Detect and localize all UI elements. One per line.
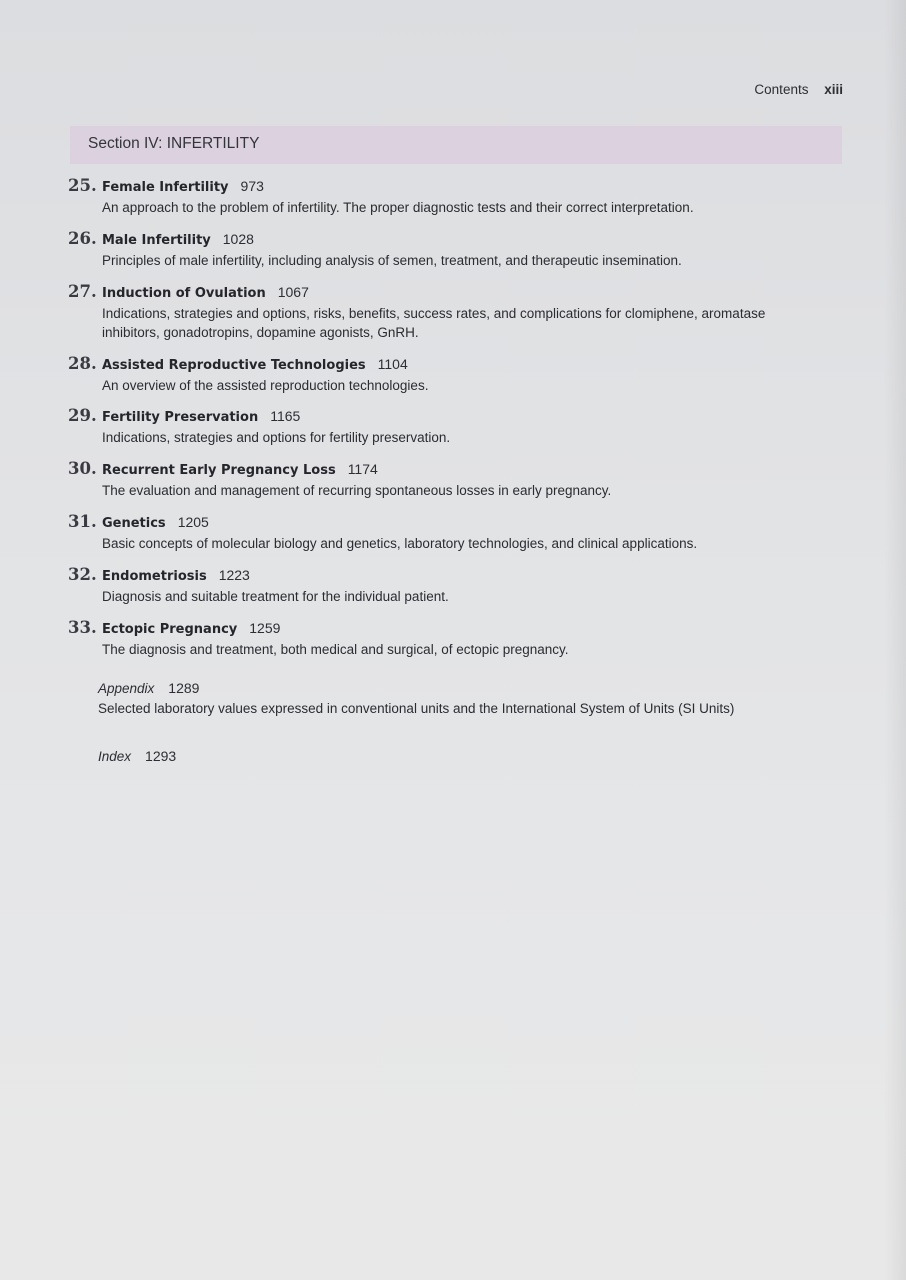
chapter-title: Fertility Preservation [102, 410, 259, 425]
chapter-page-number: 1259 [249, 620, 281, 636]
chapter-number: 31. [68, 512, 97, 531]
page-edge-shadow [884, 0, 906, 1280]
chapter-number: 27. [68, 282, 97, 301]
chapter-number: 33. [68, 618, 97, 637]
chapter-description: The diagnosis and treatment, both medical and surgical, of ectopic pregnancy. [102, 642, 569, 657]
chapter-description: Basic concepts of molecular biology and genetics, laboratory technologies, and clinical applications. [102, 536, 698, 551]
chapter-page-number: 1165 [270, 408, 301, 424]
chapter-number: 26. [68, 229, 97, 248]
chapter-title: Induction of Ovulation [102, 286, 266, 301]
chapter-title: Male Infertility [102, 233, 211, 248]
appendix-entry [98, 680, 734, 718]
chapter-entry [68, 176, 808, 217]
chapter-description: Principles of male infertility, including analysis of semen, treatment, and therapeutic insemination. [102, 253, 682, 268]
chapter-page-number: 973 [240, 178, 264, 194]
chapter-entry [68, 618, 808, 659]
appendix-description: Selected laboratory values expressed in conventional units and the International System of Units (SI Units) [98, 701, 735, 716]
chapter-number: 32. [68, 565, 97, 584]
chapter-number: 30. [68, 459, 97, 478]
index-page-number: 1293 [145, 748, 177, 764]
chapter-title: Genetics [102, 516, 166, 531]
chapter-title: Ectopic Pregnancy [102, 622, 238, 637]
running-head-label: Contents [754, 82, 809, 97]
chapter-title: Female Infertility [102, 180, 229, 195]
running-head [754, 82, 843, 97]
chapter-page-number: 1223 [218, 567, 250, 583]
index-title: Index [98, 749, 132, 764]
appendix-title: Appendix [98, 681, 155, 696]
chapter-entry [68, 282, 808, 342]
chapter-entry [68, 354, 808, 395]
chapter-title: Endometriosis [102, 569, 207, 584]
index-entry [98, 748, 176, 766]
chapter-number: 25. [68, 176, 97, 195]
chapter-title: Assisted Reproductive Technologies [102, 358, 366, 373]
chapter-title: Recurrent Early Pregnancy Loss [102, 463, 336, 478]
chapter-page-number: 1028 [222, 231, 254, 247]
chapter-description: Diagnosis and suitable treatment for the individual patient. [102, 589, 449, 604]
chapter-number: 29. [68, 406, 97, 425]
section-title: Section IV: INFERTILITY [88, 135, 260, 152]
chapter-description: An overview of the assisted reproduction technologies. [102, 378, 429, 393]
section-header-band [70, 126, 842, 164]
chapter-page-number: 1104 [377, 356, 408, 372]
appendix-page-number: 1289 [168, 680, 200, 696]
chapter-description: An approach to the problem of infertility. The proper diagnostic tests and their correct interpretation. [102, 200, 694, 215]
chapter-entry [68, 459, 808, 500]
chapter-entry [68, 406, 808, 447]
chapter-page-number: 1067 [277, 284, 309, 300]
running-head-page-number: xiii [824, 82, 843, 97]
chapter-page-number: 1174 [347, 461, 378, 477]
chapter-description: The evaluation and management of recurring spontaneous losses in early pregnancy. [102, 483, 612, 498]
chapter-description: Indications, strategies and options, risks, benefits, success rates, and complications for clomiphene, aromatase inhibitors, gonadotropins, dopamine agonists, GnRH. [102, 306, 766, 340]
chapter-page-number: 1205 [177, 514, 209, 530]
chapter-description: Indications, strategies and options for fertility preservation. [102, 430, 451, 445]
chapter-entry [68, 229, 808, 270]
chapter-entry [68, 512, 808, 553]
chapter-entry [68, 565, 808, 606]
chapter-number: 28. [68, 354, 97, 373]
